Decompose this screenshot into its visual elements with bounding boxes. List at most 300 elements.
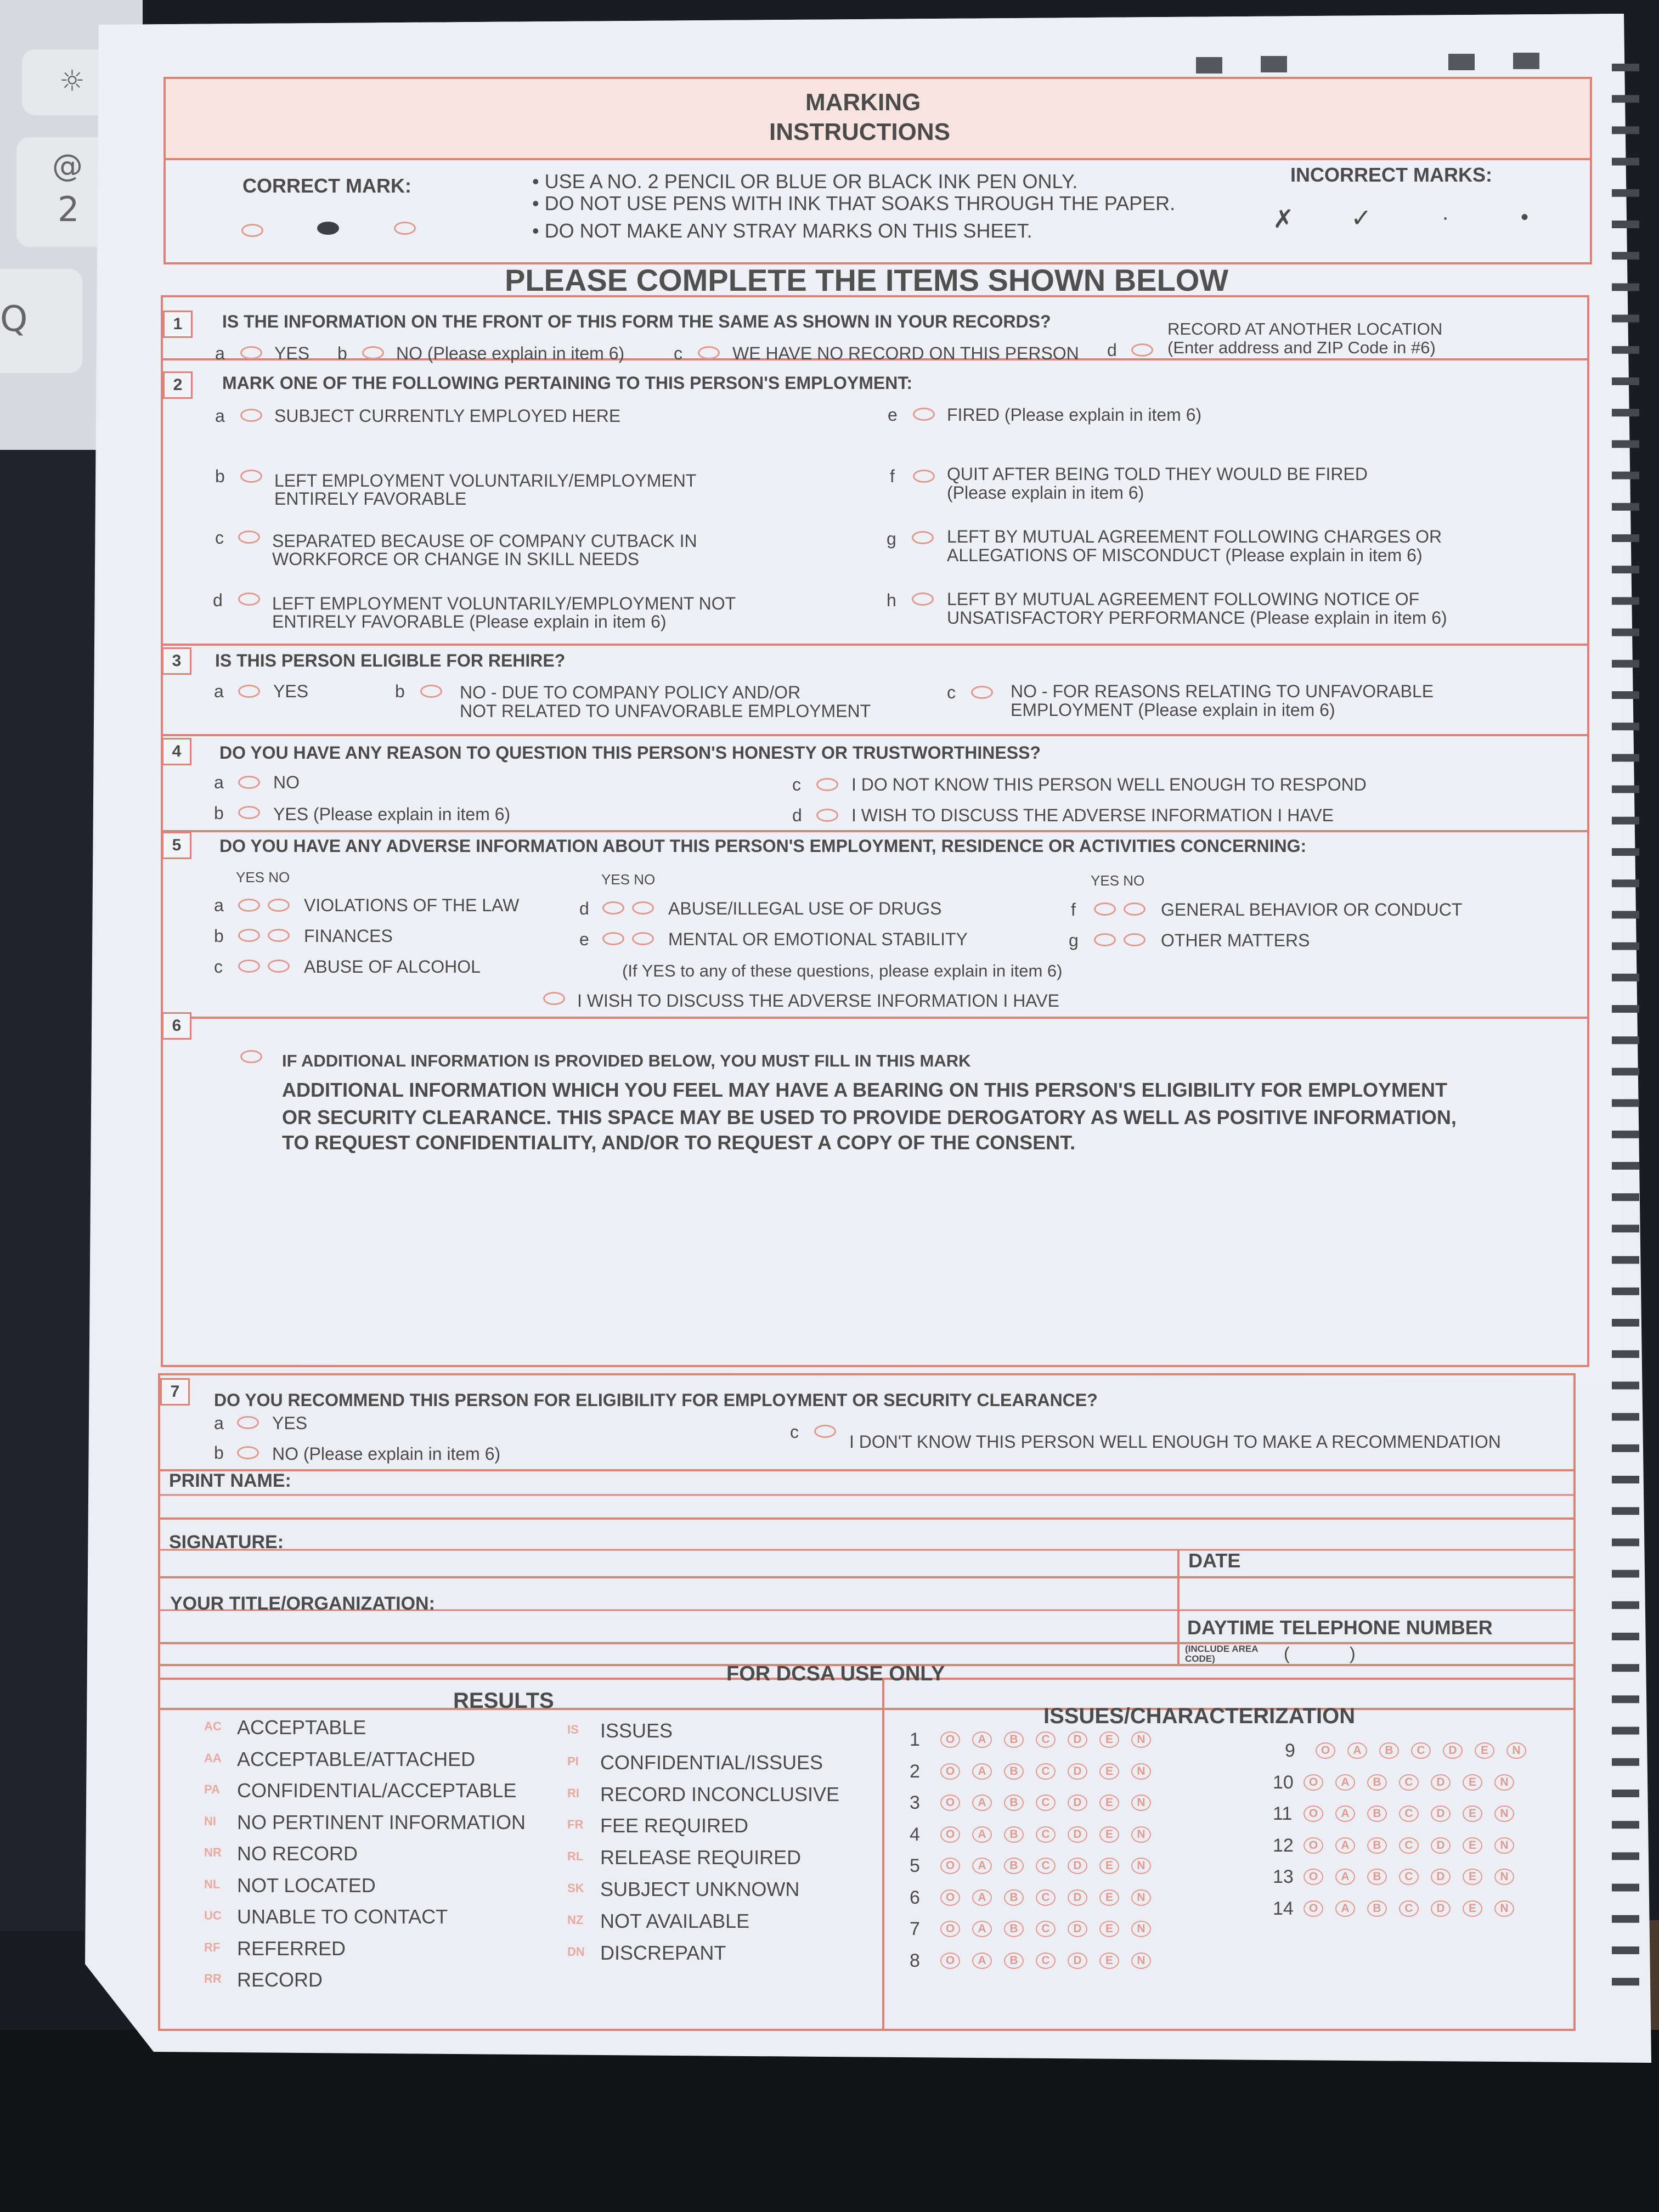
q4-c-text: I DO NOT KNOW THIS PERSON WELL ENOUGH TO RESPOND [851,775,1367,794]
q5-yes-no-header-right: YES NO [1091,872,1145,889]
q6-info-line2: OR SECURITY CLEARANCE. THIS SPACE MAY BE USED TO PROVIDE DEROGATORY AS WELL AS POSITIVE INFORMATION, [282,1106,1457,1128]
timing-mark [1612,1444,1639,1452]
issue-bubble-d[interactable]: D [1068,1858,1087,1874]
issue-bubble-o[interactable]: O [1304,1900,1323,1917]
issue-bubble-o[interactable]: O [940,1731,960,1748]
timing-mark [1612,1758,1639,1766]
issue-bubble-b[interactable]: B [1367,1774,1387,1791]
issue-bubble-a[interactable]: A [1335,1805,1355,1822]
issue-row-number: 12 [1273,1835,1294,1856]
q2-h-letter: h [887,590,896,610]
issue-bubble-a[interactable]: A [1335,1837,1355,1854]
issue-bubble-d[interactable]: D [1068,1731,1087,1748]
signature-field[interactable] [165,1553,1174,1576]
issue-bubble-c[interactable]: C [1399,1900,1419,1917]
q5-a-no-bubble[interactable] [268,899,290,912]
issue-bubble-d[interactable]: D [1068,1889,1087,1906]
timing-mark [1612,1790,1639,1797]
result-code-badge[interactable]: NL [204,1877,221,1891]
issue-bubble-d[interactable]: D [1068,1921,1087,1937]
q6-fill-mark-text: IF ADDITIONAL INFORMATION IS PROVIDED BELOW, YOU MUST FILL IN THIS MARK [282,1051,971,1070]
issue-row-number: 14 [1273,1898,1294,1919]
issue-bubble-o[interactable]: O [940,1953,960,1969]
issue-bubble-d[interactable]: D [1431,1837,1451,1854]
issue-bubble-n[interactable]: N [1131,1889,1151,1906]
timing-mark [1612,472,1639,479]
q5-e-yes-bubble[interactable] [602,932,624,945]
issue-bubble-a[interactable]: A [972,1953,992,1969]
timing-mark [1612,754,1639,761]
timing-mark [1612,974,1639,981]
result-code-badge[interactable]: DN [567,1944,585,1959]
issue-bubble-n[interactable]: N [1494,1900,1514,1917]
issue-bubble-b[interactable]: B [1004,1795,1024,1811]
issue-bubble-b[interactable]: B [1367,1805,1387,1822]
issue-bubble-n[interactable]: N [1131,1763,1151,1780]
title-org-field[interactable] [165,1613,1174,1641]
issue-bubble-n[interactable]: N [1131,1795,1151,1811]
issue-bubble-a[interactable]: A [972,1731,992,1748]
issue-bubble-e[interactable]: E [1099,1763,1119,1780]
result-code-badge[interactable]: NZ [567,1912,584,1927]
title-org-label: YOUR TITLE/ORGANIZATION: [170,1593,435,1614]
issue-bubble-e[interactable]: E [1463,1805,1482,1822]
correct-mark-label: CORRECT MARK: [242,174,411,197]
result-code-badge[interactable]: RF [204,1940,221,1954]
timing-mark [1612,1413,1639,1421]
q1-d-line1: RECORD AT ANOTHER LOCATION [1167,319,1443,338]
marking-title-line2: INSTRUCTIONS [769,119,950,145]
timing-mark [1612,1319,1639,1327]
issue-bubble-e[interactable]: E [1099,1953,1119,1969]
q5-d-no-bubble[interactable] [632,901,654,915]
result-code-badge[interactable]: IS [567,1723,579,1736]
q2-e-text: FIRED (Please explain in item 6) [947,405,1202,425]
issue-bubble-e[interactable]: E [1099,1795,1119,1811]
result-label: NOT LOCATED [237,1874,376,1897]
q4-b-text: YES (Please explain in item 6) [273,804,511,824]
issue-bubble-a[interactable]: A [1347,1742,1367,1759]
issue-bubble-n[interactable]: N [1131,1826,1151,1843]
issue-bubble-c[interactable]: C [1036,1795,1056,1811]
q5-c-yes-bubble[interactable] [238,960,260,973]
q2-g-letter: g [887,529,896,549]
issue-bubble-c[interactable]: C [1399,1805,1419,1822]
q4-b-letter: b [214,803,224,823]
issue-bubble-o[interactable]: O [1304,1869,1323,1885]
q2-h-line1: LEFT BY MUTUAL AGREEMENT FOLLOWING NOTICE OF [947,589,1420,609]
issue-bubble-a[interactable]: A [972,1889,992,1906]
q2-f-line1: QUIT AFTER BEING TOLD THEY WOULD BE FIRED [947,464,1368,484]
item-number-5: 5 [162,832,191,859]
issue-bubble-n[interactable]: N [1494,1869,1514,1885]
q1-c-bubble[interactable] [698,346,720,359]
q5-g-letter: g [1069,930,1079,950]
issue-row-number: 10 [1273,1771,1294,1793]
q2-d-bubble[interactable] [238,592,260,606]
issue-row-number: 4 [910,1824,920,1845]
timing-mark [1612,1381,1639,1389]
q3-c-letter: c [947,682,956,702]
q5-b-no-bubble[interactable] [268,929,290,942]
date-label: DATE [1188,1549,1241,1572]
q3-c-bubble[interactable] [971,686,993,699]
issue-bubble-o[interactable]: O [940,1826,960,1843]
timing-mark [1612,1946,1639,1954]
timing-mark [1612,440,1639,448]
example-empty-bubble [241,224,263,237]
q2-c-line2: WORKFORCE OR CHANGE IN SKILL NEEDS [272,549,640,569]
q4-d-bubble[interactable] [816,809,838,822]
issue-bubble-n[interactable]: N [1494,1774,1514,1791]
issue-bubble-e[interactable]: E [1463,1900,1482,1917]
timing-mark [1612,1601,1639,1609]
result-code-badge[interactable]: RR [204,1972,222,1985]
q1-d-letter: d [1107,340,1117,360]
q5-a-yes-bubble[interactable] [238,899,260,912]
q5-b-text: FINANCES [304,926,393,946]
item-number-2: 2 [163,371,193,399]
q2-f-line2: (Please explain in item 6) [947,483,1144,503]
q2-e-bubble[interactable] [913,408,935,421]
issue-row-number: 1 [910,1729,920,1750]
q7-a-bubble[interactable] [237,1416,259,1429]
timing-mark [1612,879,1639,887]
issue-bubble-e[interactable]: E [1099,1731,1119,1748]
timing-mark [1612,1288,1639,1295]
q2-g-line2: ALLEGATIONS OF MISCONDUCT (Please explain in item 6) [947,545,1423,565]
q5-f-yes-bubble[interactable] [1094,902,1116,916]
q5-yes-no-header-left: YES NO [236,869,290,885]
q3-b-line2: NOT RELATED TO UNFAVORABLE EMPLOYMENT [460,701,871,721]
q2-h-bubble[interactable] [912,592,934,606]
result-label: NOT AVAILABLE [600,1909,750,1932]
issue-bubble-b[interactable]: B [1367,1900,1387,1917]
q5-yes-no-header-mid: YES NO [601,871,656,888]
q7-a-letter: a [214,1413,224,1433]
incorrect-marks-label: INCORRECT MARKS: [1290,163,1492,186]
q6-fill-mark-bubble[interactable] [240,1050,262,1063]
issue-bubble-o[interactable]: O [940,1795,960,1811]
q1-a-text: YES [274,343,310,363]
q5-f-text: GENERAL BEHAVIOR OR CONDUCT [1161,900,1463,919]
issue-bubble-n[interactable]: N [1494,1837,1514,1854]
q2-f-bubble[interactable] [913,470,935,483]
q5-c-text: ABUSE OF ALCOHOL [304,957,481,977]
issue-bubble-b[interactable]: B [1367,1869,1387,1885]
result-code-badge[interactable]: UC [204,1909,222,1922]
q5-discuss-text: I WISH TO DISCUSS THE ADVERSE INFORMATION I HAVE [577,991,1059,1011]
issue-bubble-o[interactable]: O [940,1921,960,1937]
issue-bubble-a[interactable]: A [972,1826,992,1843]
result-label: REFERRED [237,1937,346,1960]
timing-mark [1612,691,1639,699]
issue-bubble-n[interactable]: N [1131,1953,1151,1969]
result-label: CONFIDENTIAL/ISSUES [600,1751,823,1774]
q1-c-letter: c [674,343,682,363]
issue-bubble-c[interactable]: C [1036,1826,1056,1843]
q2-c-letter: c [215,528,224,548]
result-label: FEE REQUIRED [600,1814,749,1837]
issue-bubble-e[interactable]: E [1475,1742,1494,1759]
issue-bubble-c[interactable]: C [1399,1774,1419,1791]
issue-bubble-b[interactable]: B [1004,1858,1024,1874]
issue-bubble-b[interactable]: B [1004,1889,1024,1906]
timing-mark [1612,1507,1639,1515]
issue-bubble-o[interactable]: O [1304,1837,1323,1854]
timing-mark [1612,1131,1639,1138]
result-code-badge[interactable]: AA [204,1751,222,1765]
issue-bubble-d[interactable]: D [1431,1805,1451,1822]
issue-bubble-n[interactable]: N [1131,1858,1151,1874]
q1-d-bubble[interactable] [1131,343,1153,357]
result-label: ACCEPTABLE [237,1716,366,1739]
issue-bubble-c[interactable]: C [1399,1869,1419,1885]
phone-field[interactable] [1262,1644,1569,1663]
issue-bubble-a[interactable]: A [972,1795,992,1811]
q6-additional-info-area[interactable] [165,1158,1585,1361]
issue-bubble-b[interactable]: B [1004,1921,1024,1937]
issue-bubble-c[interactable]: C [1036,1889,1056,1906]
issue-bubble-c[interactable]: C [1411,1742,1431,1759]
q1-b-bubble[interactable] [362,346,384,359]
item-number-7: 7 [160,1378,190,1406]
issue-bubble-n[interactable]: N [1494,1805,1514,1822]
issue-row-number: 6 [910,1887,920,1908]
issues-title: ISSUES/CHARACTERIZATION [1043,1704,1356,1728]
timing-mark [1612,1695,1639,1703]
issue-row-number: 2 [910,1760,920,1782]
issue-bubble-d[interactable]: D [1068,1795,1087,1811]
timing-mark [1612,1884,1639,1892]
timing-mark [1612,1633,1639,1640]
issue-bubble-d[interactable]: D [1431,1774,1451,1791]
q5-c-no-bubble[interactable] [268,960,290,973]
q7-b-text: NO (Please explain in item 6) [272,1444,501,1464]
q2-b-line1: LEFT EMPLOYMENT VOLUNTARILY/EMPLOYMENT [274,471,697,490]
q4-a-letter: a [214,772,224,792]
issue-bubble-o[interactable]: O [1304,1774,1323,1791]
issue-bubble-a[interactable]: A [972,1921,992,1937]
issue-bubble-o[interactable]: O [940,1858,960,1874]
q6-info-line3: TO REQUEST CONFIDENTIALITY, AND/OR TO REQUEST A COPY OF THE CONSENT. [282,1131,1076,1154]
issue-bubble-b[interactable]: B [1367,1837,1387,1854]
result-code-badge[interactable]: RL [567,1849,584,1864]
issue-bubble-n[interactable]: N [1506,1742,1526,1759]
q5-a-text: VIOLATIONS OF THE LAW [304,895,520,915]
timing-mark [1612,1224,1639,1232]
q5-f-no-bubble[interactable] [1124,902,1146,916]
issue-bubble-b[interactable]: B [1004,1953,1024,1969]
q3-a-text: YES [273,681,309,701]
incorrect-dot-icon: · [1442,205,1449,229]
q2-f-letter: f [890,466,895,486]
issue-bubble-n[interactable]: N [1131,1921,1151,1937]
item-number-6: 6 [162,1012,191,1040]
q2-e-letter: e [888,405,898,425]
issue-bubble-a[interactable]: A [1335,1774,1355,1791]
incorrect-smudge-icon: • [1521,205,1529,229]
timing-mark [1612,1036,1639,1044]
marking-title-line1: MARKING [805,89,921,116]
issue-row-number: 3 [910,1792,920,1813]
q2-a-bubble[interactable] [240,409,262,422]
q5-d-yes-bubble[interactable] [602,901,624,915]
result-label: ISSUES [600,1719,673,1742]
issue-bubble-e[interactable]: E [1099,1858,1119,1874]
example-empty-bubble [394,222,416,235]
date-field[interactable] [1181,1578,1570,1608]
q5-e-letter: e [579,929,589,949]
issue-bubble-d[interactable]: D [1068,1953,1087,1969]
issue-bubble-e[interactable]: E [1463,1837,1482,1854]
q4-c-bubble[interactable] [816,778,838,791]
q5-b-yes-bubble[interactable] [238,929,260,942]
issue-bubble-c[interactable]: C [1036,1763,1056,1780]
result-code-badge[interactable]: NI [204,1814,216,1828]
issue-bubble-o[interactable]: O [1304,1805,1323,1822]
timing-mark [1612,1193,1639,1201]
q2-b-bubble[interactable] [240,470,262,483]
result-code-badge[interactable]: PA [204,1782,220,1796]
timing-mark [1612,409,1639,416]
q5-question: DO YOU HAVE ANY ADVERSE INFORMATION ABOUT THIS PERSON'S EMPLOYMENT, RESIDENCE OR ACTIVITIES CONCERNING: [219,836,1307,856]
q2-c-line1: SEPARATED BECAUSE OF COMPANY CUTBACK IN [272,531,697,551]
timing-mark [1612,848,1639,856]
area-code-note-line2: CODE) [1185,1654,1215,1664]
q5-g-text: OTHER MATTERS [1161,930,1310,950]
q5-discuss-bubble[interactable] [543,992,565,1005]
instruction-line-2: • DO NOT USE PENS WITH INK THAT SOAKS THROUGH THE PAPER. [532,192,1176,215]
issue-bubble-n[interactable]: N [1131,1731,1151,1748]
result-label: DISCREPANT [600,1941,726,1964]
phone-label: DAYTIME TELEPHONE NUMBER [1187,1616,1493,1639]
instruction-line-1: • USE A NO. 2 PENCIL OR BLUE OR BLACK INK PEN ONLY. [532,170,1078,193]
issue-bubble-d[interactable]: D [1068,1763,1087,1780]
issue-bubble-d[interactable]: D [1431,1900,1451,1917]
print-name-field[interactable] [165,1495,1569,1517]
timing-mark [1612,1476,1639,1483]
result-label: UNABLE TO CONTACT [237,1905,448,1928]
result-label: NO PERTINENT INFORMATION [237,1810,526,1833]
issue-bubble-e[interactable]: E [1099,1889,1119,1906]
timing-mark [1612,1664,1639,1672]
q2-b-letter: b [215,466,225,486]
q4-b-bubble[interactable] [238,806,260,819]
result-code-badge[interactable]: AC [204,1719,222,1733]
q2-d-line1: LEFT EMPLOYMENT VOLUNTARILY/EMPLOYMENT NOT [272,594,736,613]
issue-bubble-e[interactable]: E [1463,1774,1482,1791]
instruction-line-3: • DO NOT MAKE ANY STRAY MARKS ON THIS SHEET. [532,219,1032,242]
result-label: NO RECORD [237,1842,358,1865]
issue-bubble-c[interactable]: C [1399,1837,1419,1854]
q2-d-line2: ENTIRELY FAVORABLE (Please explain in item 6) [272,612,667,631]
timing-mark [1612,911,1639,918]
q7-a-text: YES [272,1413,308,1433]
q7-b-letter: b [214,1443,224,1463]
q7-b-bubble[interactable] [237,1446,259,1459]
key-q-label: Q [0,299,28,340]
q5-g-yes-bubble[interactable] [1094,933,1116,946]
timing-mark [1612,1099,1639,1107]
issue-bubble-d[interactable]: D [1068,1826,1087,1843]
q5-c-letter: c [214,957,223,977]
issue-bubble-o[interactable]: O [940,1889,960,1906]
q5-g-no-bubble[interactable] [1124,933,1146,946]
issue-row-number: 13 [1273,1866,1294,1887]
issue-bubble-c[interactable]: C [1036,1731,1056,1748]
q4-a-bubble[interactable] [238,776,260,789]
timing-mark [1612,126,1639,134]
q1-a-bubble[interactable] [240,346,262,359]
result-code-badge[interactable]: PI [567,1754,579,1768]
timing-mark [1612,1852,1639,1860]
q2-h-line2: UNSATISFACTORY PERFORMANCE (Please explain in item 6) [947,608,1447,628]
timing-mark [1612,95,1639,103]
result-code-badge[interactable]: FR [567,1818,584,1832]
issue-bubble-a[interactable]: A [1335,1900,1355,1917]
issue-bubble-b[interactable]: B [1004,1826,1024,1843]
q2-c-bubble[interactable] [238,531,260,544]
q5-a-letter: a [214,895,224,915]
q5-e-text: MENTAL OR EMOTIONAL STABILITY [668,929,968,949]
q1-c-text: WE HAVE NO RECORD ON THIS PERSON [732,343,1079,363]
timing-mark [1612,377,1639,385]
q4-c-letter: c [792,775,801,794]
timing-mark [1612,346,1639,354]
issue-bubble-e[interactable]: E [1463,1869,1482,1885]
q3-a-bubble[interactable] [238,685,260,698]
issue-bubble-b[interactable]: B [1379,1742,1399,1759]
result-label: RELEASE REQUIRED [600,1846,802,1869]
result-label: RECORD INCONCLUSIVE [600,1782,840,1805]
q1-b-text: NO (Please explain in item 6) [396,343,625,363]
dcsa-title: FOR DCSA USE ONLY [726,1662,945,1685]
timing-mark [1612,1350,1639,1358]
issue-bubble-c[interactable]: C [1036,1953,1056,1969]
timing-mark [1612,64,1639,71]
q3-c-line1: NO - FOR REASONS RELATING TO UNFAVORABLE [1011,681,1434,701]
phone-paren-open: ( [1284,1644,1290,1663]
issue-bubble-d[interactable]: D [1431,1869,1451,1885]
q2-g-bubble[interactable] [912,531,934,544]
q3-b-line1: NO - DUE TO COMPANY POLICY AND/OR [460,682,801,702]
issue-bubble-d[interactable]: D [1443,1742,1463,1759]
issue-bubble-a[interactable]: A [1335,1869,1355,1885]
q3-b-bubble[interactable] [420,685,442,698]
issue-bubble-a[interactable]: A [972,1763,992,1780]
issue-bubble-a[interactable]: A [972,1858,992,1874]
issue-bubble-o[interactable]: O [1316,1742,1335,1759]
timing-mark [1612,786,1639,793]
q5-e-no-bubble[interactable] [632,932,654,945]
issue-bubble-e[interactable]: E [1099,1826,1119,1843]
result-code-badge[interactable]: RI [567,1786,579,1800]
issue-bubble-o[interactable]: O [940,1763,960,1780]
q7-c-text: I DON'T KNOW THIS PERSON WELL ENOUGH TO MAKE A RECOMMENDATION [849,1432,1501,1452]
result-code-badge[interactable]: NR [204,1846,222,1859]
issue-bubble-e[interactable]: E [1099,1921,1119,1937]
q7-c-bubble[interactable] [814,1425,836,1438]
result-code-badge[interactable]: SK [567,1881,584,1895]
issue-bubble-b[interactable]: B [1004,1763,1024,1780]
issue-bubble-c[interactable]: C [1036,1858,1056,1874]
timing-mark [1612,1538,1639,1546]
timing-mark [1612,1005,1639,1013]
example-filled-bubble [317,222,339,235]
issue-bubble-b[interactable]: B [1004,1731,1024,1748]
issue-bubble-c[interactable]: C [1036,1921,1056,1937]
